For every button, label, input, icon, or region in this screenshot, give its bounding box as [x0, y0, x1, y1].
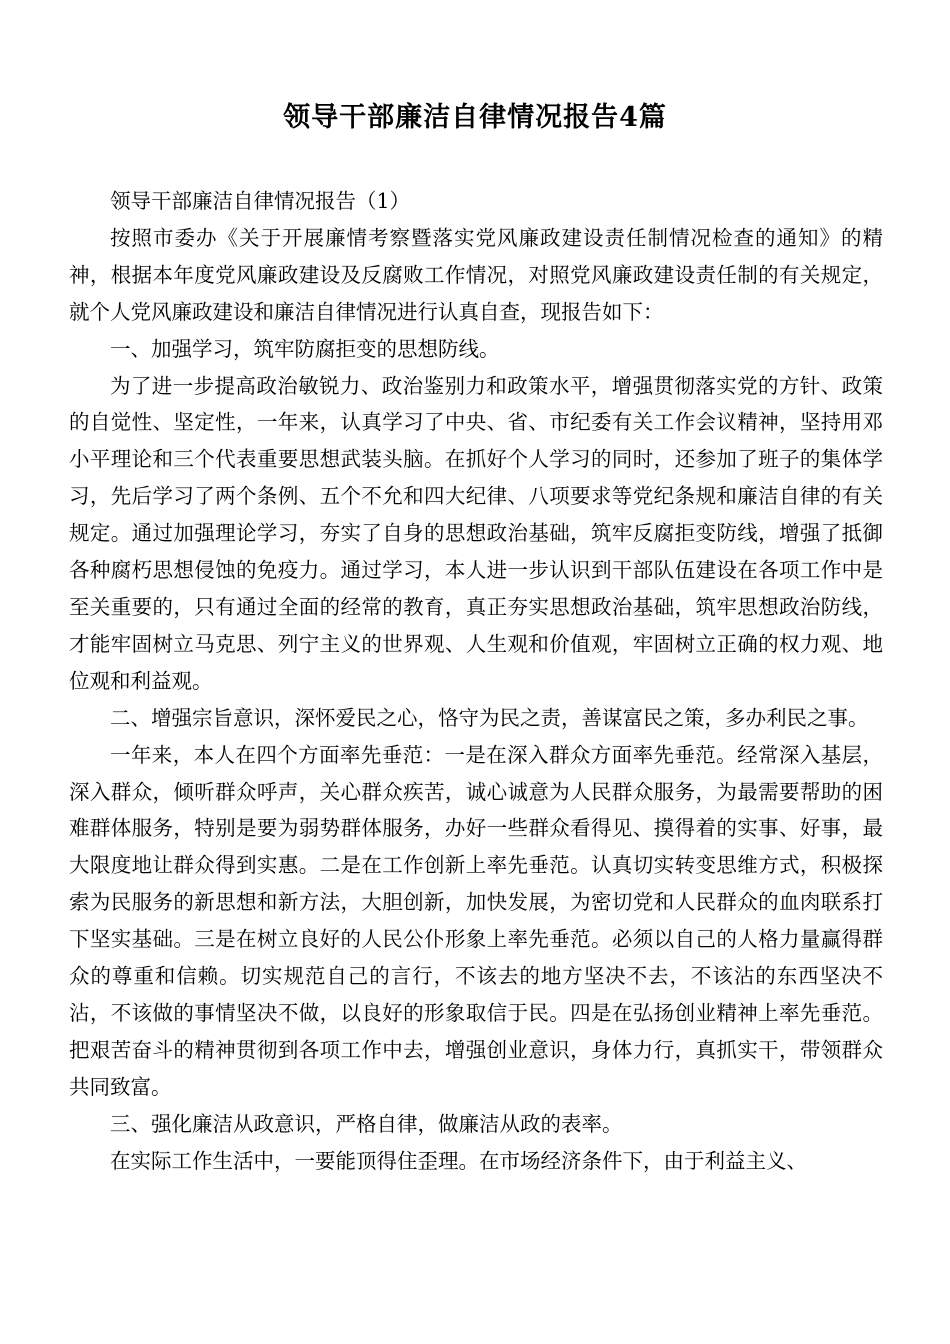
- intro-paragraph: 按照市委办《关于开展廉情考察暨落实党风廉政建设责任制情况检查的通知》的精神，根据本年度党风廉政建设及反腐败工作情况，对照党风廉政建设责任制的有关规定，就个人党风廉政建设和廉洁自律情况进行认真自查，现报告如下：: [69, 225, 883, 324]
- section-3-paragraph: 在实际工作生活中，一要能顶得住歪理。在市场经济条件下，由于利益主义、: [110, 1148, 807, 1173]
- section-heading-1: 一、加强学习，筑牢防腐拒变的思想防线。: [110, 336, 500, 361]
- section-heading-3: 三、强化廉洁从政意识，严格自律，做廉洁从政的表率。: [110, 1111, 623, 1136]
- document-body: [69, 183, 883, 1179]
- section-2-paragraph: 一年来，本人在四个方面率先垂范：一是在深入群众方面率先垂范。经常深入基层，深入群众，倾听群众呼声，关心群众疾苦，诚心诚意为人民群众服务，为最需要帮助的困难群体服务，特别是要为弱势群体服务，办好一些群众看得见、摸得着的实事、好事，最大限度地让群众得到实惠。二是在工作创新上率先垂范。认真切实转变思维方式，积极探索为民服务的新思想和新方法，大胆创新，加快发展，为密切党和人民群众的血肉联系打下坚实基础。三是在树立良好的人民公仆形象上率先垂范。必须以自己的人格力量赢得群众的尊重和信赖。切实规范自己的言行，不该去的地方坚决不去，不该沾的东西坚决不沾，不该做的事情坚决不做，以良好的形象取信于民。四是在弘扬创业精神上率先垂范。把艰苦奋斗的精神贯彻到各项工作中去，增强创业意识，身体力行，真抓实干，带领群众共同致富。: [69, 742, 883, 1099]
- section-heading-2: 二、增强宗旨意识，深怀爱民之心，恪守为民之责，善谋富民之策，多办利民之事。: [110, 705, 869, 730]
- document-title: 领导干部廉洁自律情况报告4篇: [283, 102, 667, 133]
- report-subtitle: 领导干部廉洁自律情况报告（1）: [110, 189, 411, 213]
- section-1-paragraph: 为了进一步提高政治敏锐力、政治鉴别力和政策水平，增强贯彻落实党的方针、政策的自觉性、坚定性，一年来，认真学习了中央、省、市纪委有关工作会议精神，坚持用邓小平理论和三个代表重要思想武装头脑。在抓好个人学习的同时，还参加了班子的集体学习，先后学习了两个条例、五个不允和四大纪律、八项要求等党纪条规和廉洁自律的有关规定。通过加强理论学习，夯实了自身的思想政治基础，筑牢反腐拒变防线，增强了抵御各种腐朽思想侵蚀的免疫力。通过学习，本人进一步认识到干部队伍建设在各项工作中是至关重要的，只有通过全面的经常的教育，真正夯实思想政治基础，筑牢思想政治防线，才能牢固树立马克思、列宁主义的世界观、人生观和价值观，牢固树立正确的权力观、地位观和利益观。: [69, 373, 883, 693]
